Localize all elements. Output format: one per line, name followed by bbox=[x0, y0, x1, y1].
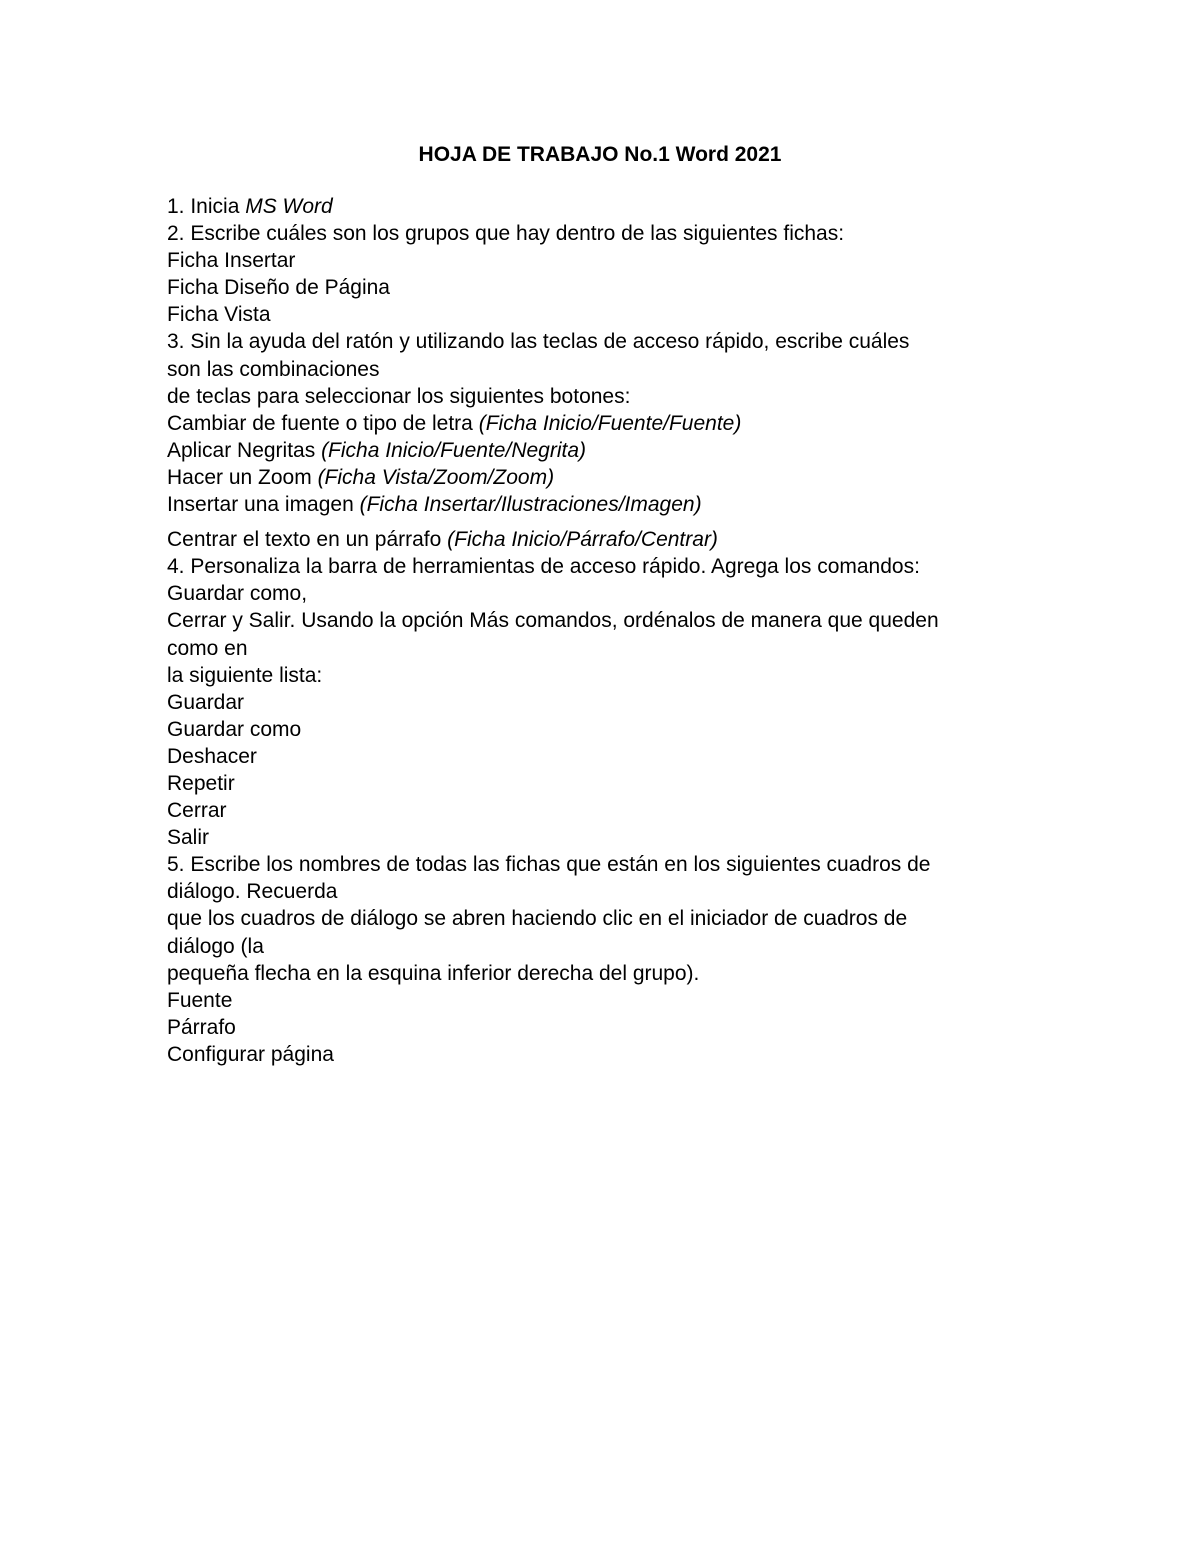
step-3-line: 3. Sin la ayuda del ratón y utilizando las teclas de acceso rápido, escribe cuáles bbox=[167, 330, 910, 354]
paragraph-line: la siguiente lista: bbox=[167, 663, 323, 687]
paragraph-line: Guardar como, bbox=[167, 582, 308, 606]
list-item: Cerrar bbox=[167, 799, 227, 823]
paragraph-line: diálogo (la bbox=[167, 934, 264, 958]
list-item: Aplicar Negritas (Ficha Inicio/Fuente/Negrita) bbox=[167, 438, 587, 462]
list-item: Salir bbox=[167, 826, 210, 850]
document-body bbox=[167, 193, 1047, 1068]
step-5-line: 5. Escribe los nombres de todas las fichas que están en los siguientes cuadros de bbox=[167, 853, 931, 877]
list-item: Párrafo bbox=[167, 1015, 236, 1039]
list-item: Guardar como bbox=[167, 717, 302, 741]
list-item: Ficha Diseño de Página bbox=[167, 276, 390, 300]
list-item: Repetir bbox=[167, 771, 235, 795]
list-item: Cambiar de fuente o tipo de letra (Ficha Inicio/Fuente/Fuente) bbox=[167, 411, 742, 435]
paragraph-line: pequeña flecha en la esquina inferior derecha del grupo). bbox=[167, 961, 700, 985]
paragraph-line: diálogo. Recuerda bbox=[167, 880, 338, 904]
list-item: Ficha Vista bbox=[167, 303, 271, 327]
list-item: Guardar bbox=[167, 690, 245, 714]
step-1-line: 1. Inicia MS Word bbox=[167, 195, 333, 218]
list-item: Hacer un Zoom (Ficha Vista/Zoom/Zoom) bbox=[167, 465, 555, 489]
paragraph-line: Cerrar y Salir. Usando la opción Más comandos, ordénalos de manera que queden bbox=[167, 609, 939, 633]
list-item: Deshacer bbox=[167, 744, 257, 768]
paragraph-line: de teclas para seleccionar los siguientes botones: bbox=[167, 384, 631, 408]
paragraph-line: que los cuadros de diálogo se abren haciendo clic en el iniciador de cuadros de bbox=[167, 907, 908, 931]
list-item: Configurar página bbox=[167, 1042, 334, 1066]
list-item: Insertar una imagen (Ficha Insertar/Ilustraciones/Imagen) bbox=[167, 493, 702, 517]
step-4-line: 4. Personaliza la barra de herramientas de acceso rápido. Agrega los comandos: bbox=[167, 555, 920, 579]
paragraph-line: como en bbox=[167, 636, 248, 660]
step-2-line: 2. Escribe cuáles son los grupos que hay dentro de las siguientes fichas: bbox=[167, 222, 845, 246]
list-item: Fuente bbox=[167, 988, 233, 1012]
document-title: HOJA DE TRABAJO No.1 Word 2021 bbox=[418, 143, 782, 166]
paragraph-line: son las combinaciones bbox=[167, 357, 380, 381]
list-item: Centrar el texto en un párrafo (Ficha Inicio/Párrafo/Centrar) bbox=[167, 528, 718, 552]
list-item: Ficha Insertar bbox=[167, 249, 296, 273]
